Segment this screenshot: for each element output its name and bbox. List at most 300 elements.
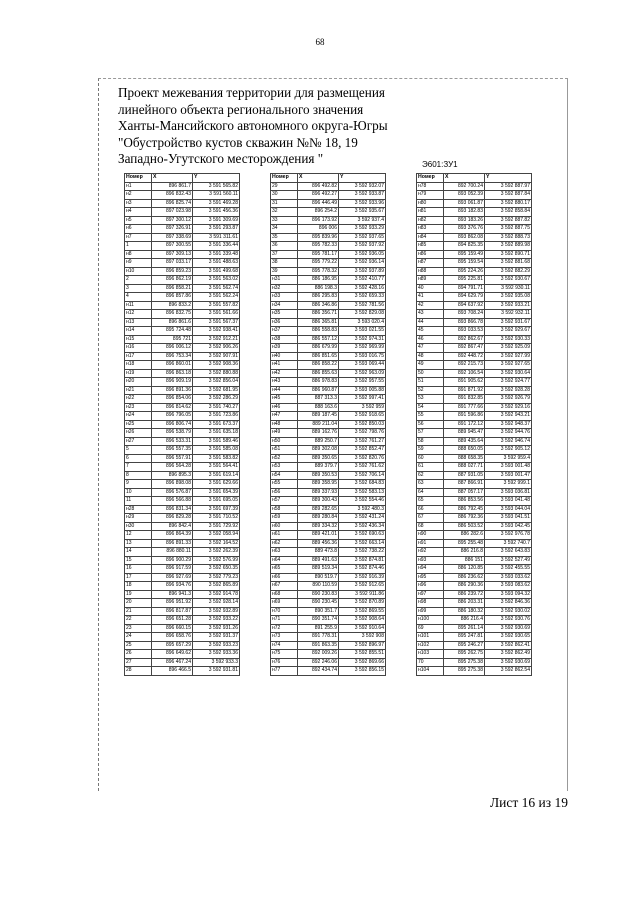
table-cell-x: 895 261.14: [444, 624, 485, 633]
table-cell-y: 3 592 781.56: [339, 301, 386, 310]
table-cell-x: 893 862.08: [444, 233, 485, 242]
table-cell-x: 896 649.62: [152, 650, 193, 659]
table-cell-y: 3 592 058.94: [193, 531, 240, 540]
table-cell-y: 3 592 930.76: [485, 616, 532, 625]
table-cell-x: 896 576.87: [152, 488, 193, 497]
table-cell-y: 3 593 083.62: [485, 582, 532, 591]
table-cell-x: 894 637.92: [444, 301, 485, 310]
table-cell-number: н47: [271, 412, 298, 421]
table-cell-y: 3 592 850.03: [339, 420, 386, 429]
table-row: [125, 259, 240, 268]
table-row: [417, 522, 532, 531]
table-cell-number: н44: [271, 386, 298, 395]
table-cell-y: 3 591 565.82: [193, 182, 240, 191]
table-row: [417, 616, 532, 625]
table-cell-x: 892 700.24: [444, 182, 485, 191]
table-cell-number: 9: [125, 480, 152, 489]
table-cell-number: н102: [417, 641, 444, 650]
table-cell-x: 895 255.48: [444, 539, 485, 548]
table-cell-x: 894 629.79: [444, 293, 485, 302]
table-row: [417, 199, 532, 208]
table-row: [125, 471, 240, 480]
table-cell-x: 896 533.31: [152, 437, 193, 446]
table-row: [125, 276, 240, 285]
table-cell-x: 896 814.62: [152, 403, 193, 412]
table-cell-number: н39: [271, 344, 298, 353]
title-line: Проект межевания территории для размещения: [118, 85, 385, 100]
table-row: [125, 463, 240, 472]
table-cell-number: н62: [271, 539, 298, 548]
table-cell-x: 896 917.59: [152, 565, 193, 574]
table-cell-y: 3 592 846.36: [485, 599, 532, 608]
table-cell-number: 41: [417, 293, 444, 302]
table-row: [417, 497, 532, 506]
table-cell-x: 896 854.06: [152, 395, 193, 404]
table-cell-x: 893 866.78: [444, 318, 485, 327]
table-row: [271, 514, 386, 523]
table-cell-number: н95: [417, 573, 444, 582]
table-row: [417, 403, 532, 412]
table-row: [417, 310, 532, 319]
table-cell-number: 22: [125, 616, 152, 625]
table-cell-number: 33: [271, 216, 298, 225]
table-cell-x: 896 660.15: [152, 624, 193, 633]
table-cell-number: н29: [125, 514, 152, 523]
table-row: [125, 650, 240, 659]
table-cell-number: н68: [271, 590, 298, 599]
table-cell-number: 50: [417, 369, 444, 378]
table-cell-y: 3 591 740.27: [193, 403, 240, 412]
coordinates-table: [270, 173, 386, 676]
table-cell-x: 886 365.81: [298, 318, 339, 327]
table-cell-x: 895 225.81: [444, 276, 485, 285]
table-cell-number: н43: [271, 378, 298, 387]
table-cell-number: н25: [125, 420, 152, 429]
table-cell-x: 886 239.72: [444, 590, 485, 599]
table-cell-number: н23: [125, 403, 152, 412]
table-row: [417, 531, 532, 540]
table-row: [125, 599, 240, 608]
table-cell-x: 896 467.24: [152, 658, 193, 667]
table-cell-x: 896 860.01: [152, 361, 193, 370]
table-cell-y: 3 592 905.12: [485, 446, 532, 455]
table-cell-number: н26: [125, 429, 152, 438]
table-cell-x: 896 006.12: [152, 344, 193, 353]
table-cell-x: 895 247.81: [444, 633, 485, 642]
table-cell-number: н94: [417, 565, 444, 574]
table-cell-x: 889 211.04: [298, 420, 339, 429]
table-cell-y: 3 593 044.04: [485, 505, 532, 514]
table-cell-y: 3 592 852.47: [339, 446, 386, 455]
table-cell-number: н42: [271, 369, 298, 378]
table-row: [125, 607, 240, 616]
table-cell-number: н58: [271, 505, 298, 514]
table-cell-number: 28: [125, 667, 152, 676]
table-cell-y: 3 591 585.08: [193, 446, 240, 455]
table-cell-x: 895 262.75: [444, 650, 485, 659]
table-cell-x: 889 456.36: [298, 539, 339, 548]
table-row: [125, 582, 240, 591]
table-cell-y: 3 592 908.36: [193, 361, 240, 370]
table-cell-number: н84: [417, 233, 444, 242]
table-cell-y: 3 592 930.64: [485, 369, 532, 378]
table-cell-x: 887 313.3: [298, 395, 339, 404]
table-cell-number: 70: [417, 658, 444, 667]
table-cell-number: 32: [271, 208, 298, 217]
table-row: [417, 386, 532, 395]
table-cell-x: 891 863.35: [298, 641, 339, 650]
table-row: [417, 395, 532, 404]
table-cell-number: н19: [125, 369, 152, 378]
table-cell-y: 3 592 933.87: [339, 191, 386, 200]
table-cell-number: н81: [417, 208, 444, 217]
table-cell-x: 889 187.45: [298, 412, 339, 421]
table-cell-number: 37: [271, 250, 298, 259]
table-row: [417, 480, 532, 489]
table-cell-y: 3 592 888.73: [485, 233, 532, 242]
table-cell-number: 31: [271, 199, 298, 208]
table-cell-y: 3 592 480.3: [339, 505, 386, 514]
table-row: [125, 658, 240, 667]
table-row: [125, 335, 240, 344]
table-cell-number: 43: [417, 310, 444, 319]
table-cell-y: 3 593 001.47: [485, 471, 532, 480]
table-row: [417, 658, 532, 667]
table-cell-y: 3 592 911.86: [339, 590, 386, 599]
table-cell-y: 3 592 681.95: [193, 386, 240, 395]
table-cell-x: 886 853.56: [444, 497, 485, 506]
table-cell-y: 3 592 935.08: [485, 293, 532, 302]
title-line: Западно-Угутского месторождения ": [118, 151, 324, 167]
table-cell-number: н104: [417, 667, 444, 676]
table-row: [417, 327, 532, 336]
table-cell-number: 12: [125, 531, 152, 540]
table-cell-number: 46: [417, 335, 444, 344]
table-cell-x: 888 027.71: [444, 463, 485, 472]
table-row: [417, 378, 532, 387]
table-cell-y: 3 591 567.37: [193, 318, 240, 327]
table-cell-y: 3 591 589.46: [193, 437, 240, 446]
table-cell-number: н32: [271, 284, 298, 293]
table-cell-x: 896 909.19: [152, 378, 193, 387]
table-cell-number: 58: [417, 437, 444, 446]
table-cell-number: н72: [271, 624, 298, 633]
table-cell-x: 896 446.49: [298, 199, 339, 208]
table-cell-number: н10: [125, 267, 152, 276]
table-cell-x: 897 338.69: [152, 233, 193, 242]
table-cell-y: 3 592 829.08: [339, 310, 386, 319]
table-cell-x: 886 180.32: [444, 607, 485, 616]
table-row: [417, 267, 532, 276]
table-row: [271, 242, 386, 251]
table-cell-y: 3 592 428.16: [339, 284, 386, 293]
table-cell-number: 29: [271, 182, 298, 191]
table-cell-y: 3 591 695.05: [193, 497, 240, 506]
table-cell-x: 895 275.38: [444, 658, 485, 667]
table-cell-x: 896 880.11: [152, 548, 193, 557]
table-cell-y: 3 591 629.66: [193, 480, 240, 489]
table-cell-y: 3 592 869.55: [339, 607, 386, 616]
table-cell-number: 65: [417, 497, 444, 506]
table-cell-x: 896 864.39: [152, 531, 193, 540]
table-cell-y: 3 592 798.76: [339, 429, 386, 438]
table-cell-y: 3 591 562.24: [193, 293, 240, 302]
table-row: [271, 276, 386, 285]
table-cell-x: 896 832.75: [152, 310, 193, 319]
table-row: [271, 429, 386, 438]
table-cell-x: 892 215.73: [444, 361, 485, 370]
table-cell-y: 3 592 874.46: [339, 565, 386, 574]
table-cell-number: 56: [417, 420, 444, 429]
table-cell-number: 7: [125, 463, 152, 472]
table-cell-x: 896 254.2: [298, 208, 339, 217]
table-cell-x: 887 057.17: [444, 488, 485, 497]
table-cell-x: 891 905.62: [444, 378, 485, 387]
table-cell-number: н89: [417, 276, 444, 285]
table-cell-x: 897 300.12: [152, 216, 193, 225]
table-cell-x: 895 657.29: [152, 641, 193, 650]
table-cell-x: 896 492.27: [298, 191, 339, 200]
table-cell-y: 3 592 890.71: [485, 250, 532, 259]
table-cell-number: н5: [125, 216, 152, 225]
table-row: [417, 318, 532, 327]
table-cell-number: н87: [417, 259, 444, 268]
table-cell-y: 3 592 880.17: [485, 199, 532, 208]
table-cell-number: н75: [271, 650, 298, 659]
table-cell-y: 3 592 738.22: [339, 548, 386, 557]
table-cell-x: 889 300.43: [298, 497, 339, 506]
table-cell-number: н98: [417, 599, 444, 608]
table-cell-number: н24: [125, 412, 152, 421]
table-cell-x: 896 941.3: [152, 590, 193, 599]
table-row: [417, 352, 532, 361]
table-row: [417, 650, 532, 659]
table-row: [271, 556, 386, 565]
table-cell-y: 3 593 036.81: [485, 488, 532, 497]
table-cell-x: 886 216.8: [444, 548, 485, 557]
table-cell-number: н30: [125, 522, 152, 531]
table-row: [271, 284, 386, 293]
table-cell-x: 891 778.31: [298, 633, 339, 642]
table-cell-y: 3 592 761.27: [339, 437, 386, 446]
table-cell-y: 3 592 936.05: [339, 250, 386, 259]
table-row: [271, 471, 386, 480]
table-cell-y: 3 592 164.52: [193, 539, 240, 548]
table-cell-x: 896 857.86: [152, 293, 193, 302]
table-cell-number: 49: [417, 361, 444, 370]
table-cell-y: 3 592 927.65: [485, 361, 532, 370]
table-cell-y: 3 592 889.98: [485, 242, 532, 251]
table-row: [271, 386, 386, 395]
table-cell-y: 3 592 931.26: [193, 624, 240, 633]
table-cell-x: 896 833.2: [152, 301, 193, 310]
table-cell-number: 68: [417, 522, 444, 531]
table-cell-y: 3 592 928.28: [485, 386, 532, 395]
table-row: [417, 293, 532, 302]
table-cell-x: 896 796.05: [152, 412, 193, 421]
table-cell-x: 897 300.55: [152, 242, 193, 251]
table-cell-number: н14: [125, 327, 152, 336]
table-row: [417, 633, 532, 642]
table-cell-y: 3 592 948.37: [485, 420, 532, 429]
table-cell-y: 3 592 930.02: [485, 607, 532, 616]
table-cell-x: 896 858.21: [152, 284, 193, 293]
table-cell-y: 3 592 706.14: [339, 471, 386, 480]
table-cell-y: 3 592 684.83: [339, 480, 386, 489]
table-row: [125, 454, 240, 463]
table-cell-number: н31: [271, 276, 298, 285]
table-cell-number: 20: [125, 599, 152, 608]
table-cell-y: 3 591 311.61: [193, 233, 240, 242]
table-row: [271, 505, 386, 514]
table-cell-number: н101: [417, 633, 444, 642]
table-row: [271, 301, 386, 310]
table-cell-number: 25: [125, 641, 152, 650]
table-cell-y: 3 592 856.15: [339, 667, 386, 676]
table-cell-x: 889 435.64: [444, 437, 485, 446]
table-cell-number: 55: [417, 412, 444, 421]
table-cell-y: 3 592 874.81: [339, 556, 386, 565]
table-cell-x: 896 753.34: [152, 352, 193, 361]
table-row: [125, 412, 240, 421]
title-line: "Обустройство кустов скважин №№ 18, 19: [118, 134, 358, 150]
table-cell-y: 3 591 583.82: [193, 454, 240, 463]
table-cell-y: 3 593 094.32: [485, 590, 532, 599]
table-cell-number: н73: [271, 633, 298, 642]
table-cell-y: 3 592 933.22: [193, 616, 240, 625]
table-cell-number: н45: [271, 395, 298, 404]
table-row: [271, 293, 386, 302]
table-row: [125, 182, 240, 191]
table-cell-number: н22: [125, 395, 152, 404]
table-cell-number: 21: [125, 607, 152, 616]
table-cell-y: 3 591 635.18: [193, 429, 240, 438]
table-cell-number: 10: [125, 488, 152, 497]
table-row: [125, 522, 240, 531]
table-cell-x: 889 280.84: [298, 514, 339, 523]
table-cell-number: 8: [125, 471, 152, 480]
table-cell-y: 3 592 820.76: [339, 454, 386, 463]
column-header-x: X: [298, 174, 339, 183]
table-cell-x: 895 781.17: [298, 250, 339, 259]
table-cell-y: 3 592 976.78: [485, 531, 532, 540]
table-row: [125, 395, 240, 404]
table-row: [125, 505, 240, 514]
table-cell-x: 895 782.33: [298, 242, 339, 251]
table-cell-number: н13: [125, 318, 152, 327]
table-cell-x: 896 934.76: [152, 582, 193, 591]
table-cell-number: н9: [125, 259, 152, 268]
table-cell-number: 64: [417, 488, 444, 497]
table-cell-number: н50: [271, 437, 298, 446]
table-cell-number: н92: [417, 548, 444, 557]
table-cell-y: 3 591 293.87: [193, 225, 240, 234]
table-cell-y: 3 591 562.74: [193, 284, 240, 293]
table-row: [125, 344, 240, 353]
table-row: [417, 463, 532, 472]
table-cell-y: 3 592 930.69: [485, 624, 532, 633]
table-cell-y: 3 591 564.41: [193, 463, 240, 472]
table-row: [125, 327, 240, 336]
table-cell-x: 891 172.12: [444, 420, 485, 429]
table-row: [417, 225, 532, 234]
table-cell-y: 3 591 499.68: [193, 267, 240, 276]
table-cell-number: н2: [125, 191, 152, 200]
table-row: [417, 446, 532, 455]
table-cell-number: н15: [125, 335, 152, 344]
table-cell-x: 896 806.74: [152, 420, 193, 429]
table-row: [271, 225, 386, 234]
table-cell-number: н53: [271, 463, 298, 472]
table-row: [271, 463, 386, 472]
table-cell-y: 3 592 865.89: [193, 582, 240, 591]
table-cell-number: 69: [417, 624, 444, 633]
table-row: [271, 378, 386, 387]
table-row: [271, 658, 386, 667]
table-cell-y: 3 592 862.49: [485, 650, 532, 659]
table-row: [271, 344, 386, 353]
table-cell-number: н83: [417, 225, 444, 234]
table-cell-x: 886 290.36: [444, 582, 485, 591]
table-cell-number: 53: [417, 395, 444, 404]
table-cell-number: н3: [125, 199, 152, 208]
table-row: [417, 624, 532, 633]
table-cell-y: 3 592 882.29: [485, 267, 532, 276]
table-row: [271, 420, 386, 429]
table-cell-x: 896 842.4: [152, 522, 193, 531]
table-cell-x: 896 564.28: [152, 463, 193, 472]
table-cell-x: 896 863.18: [152, 369, 193, 378]
column-header-number: Номер: [125, 174, 152, 183]
table-cell-number: н4: [125, 208, 152, 217]
table-row: [125, 616, 240, 625]
table-row: [271, 216, 386, 225]
table-cell-y: 3 592 929.16: [485, 403, 532, 412]
table-cell-number: н6: [125, 225, 152, 234]
table-row: [125, 386, 240, 395]
table-cell-number: н41: [271, 361, 298, 370]
table-cell-y: 3 592 856.04: [193, 378, 240, 387]
table-cell-x: 896 832.43: [152, 191, 193, 200]
table-row: [271, 208, 386, 217]
table-cell-number: н74: [271, 641, 298, 650]
table-cell-y: 3 592 936.14: [339, 259, 386, 268]
table-row: [417, 548, 532, 557]
table-cell-x: 886 198.3: [298, 284, 339, 293]
table-cell-number: н55: [271, 480, 298, 489]
table-row: [125, 318, 240, 327]
table-cell-number: н12: [125, 310, 152, 319]
table-row: [417, 361, 532, 370]
table-cell-y: 3 592 930.11: [485, 284, 532, 293]
table-row: [271, 182, 386, 191]
table-cell-number: н64: [271, 556, 298, 565]
title-line: Ханты-Мансийского автономного округа-Югры: [118, 118, 388, 134]
coordinates-table: [416, 173, 532, 676]
table-cell-number: 14: [125, 548, 152, 557]
table-cell-number: н20: [125, 378, 152, 387]
table-cell-y: 3 591 619.14: [193, 471, 240, 480]
table-row: [125, 497, 240, 506]
table-row: [125, 633, 240, 642]
table-row: [271, 267, 386, 276]
table-cell-y: 3 592 933.96: [339, 199, 386, 208]
table-row: [271, 539, 386, 548]
table-cell-x: 886 557.12: [298, 335, 339, 344]
table-cell-y: 3 592 583.13: [339, 488, 386, 497]
table-row: [125, 267, 240, 276]
table-cell-number: 57: [417, 429, 444, 438]
